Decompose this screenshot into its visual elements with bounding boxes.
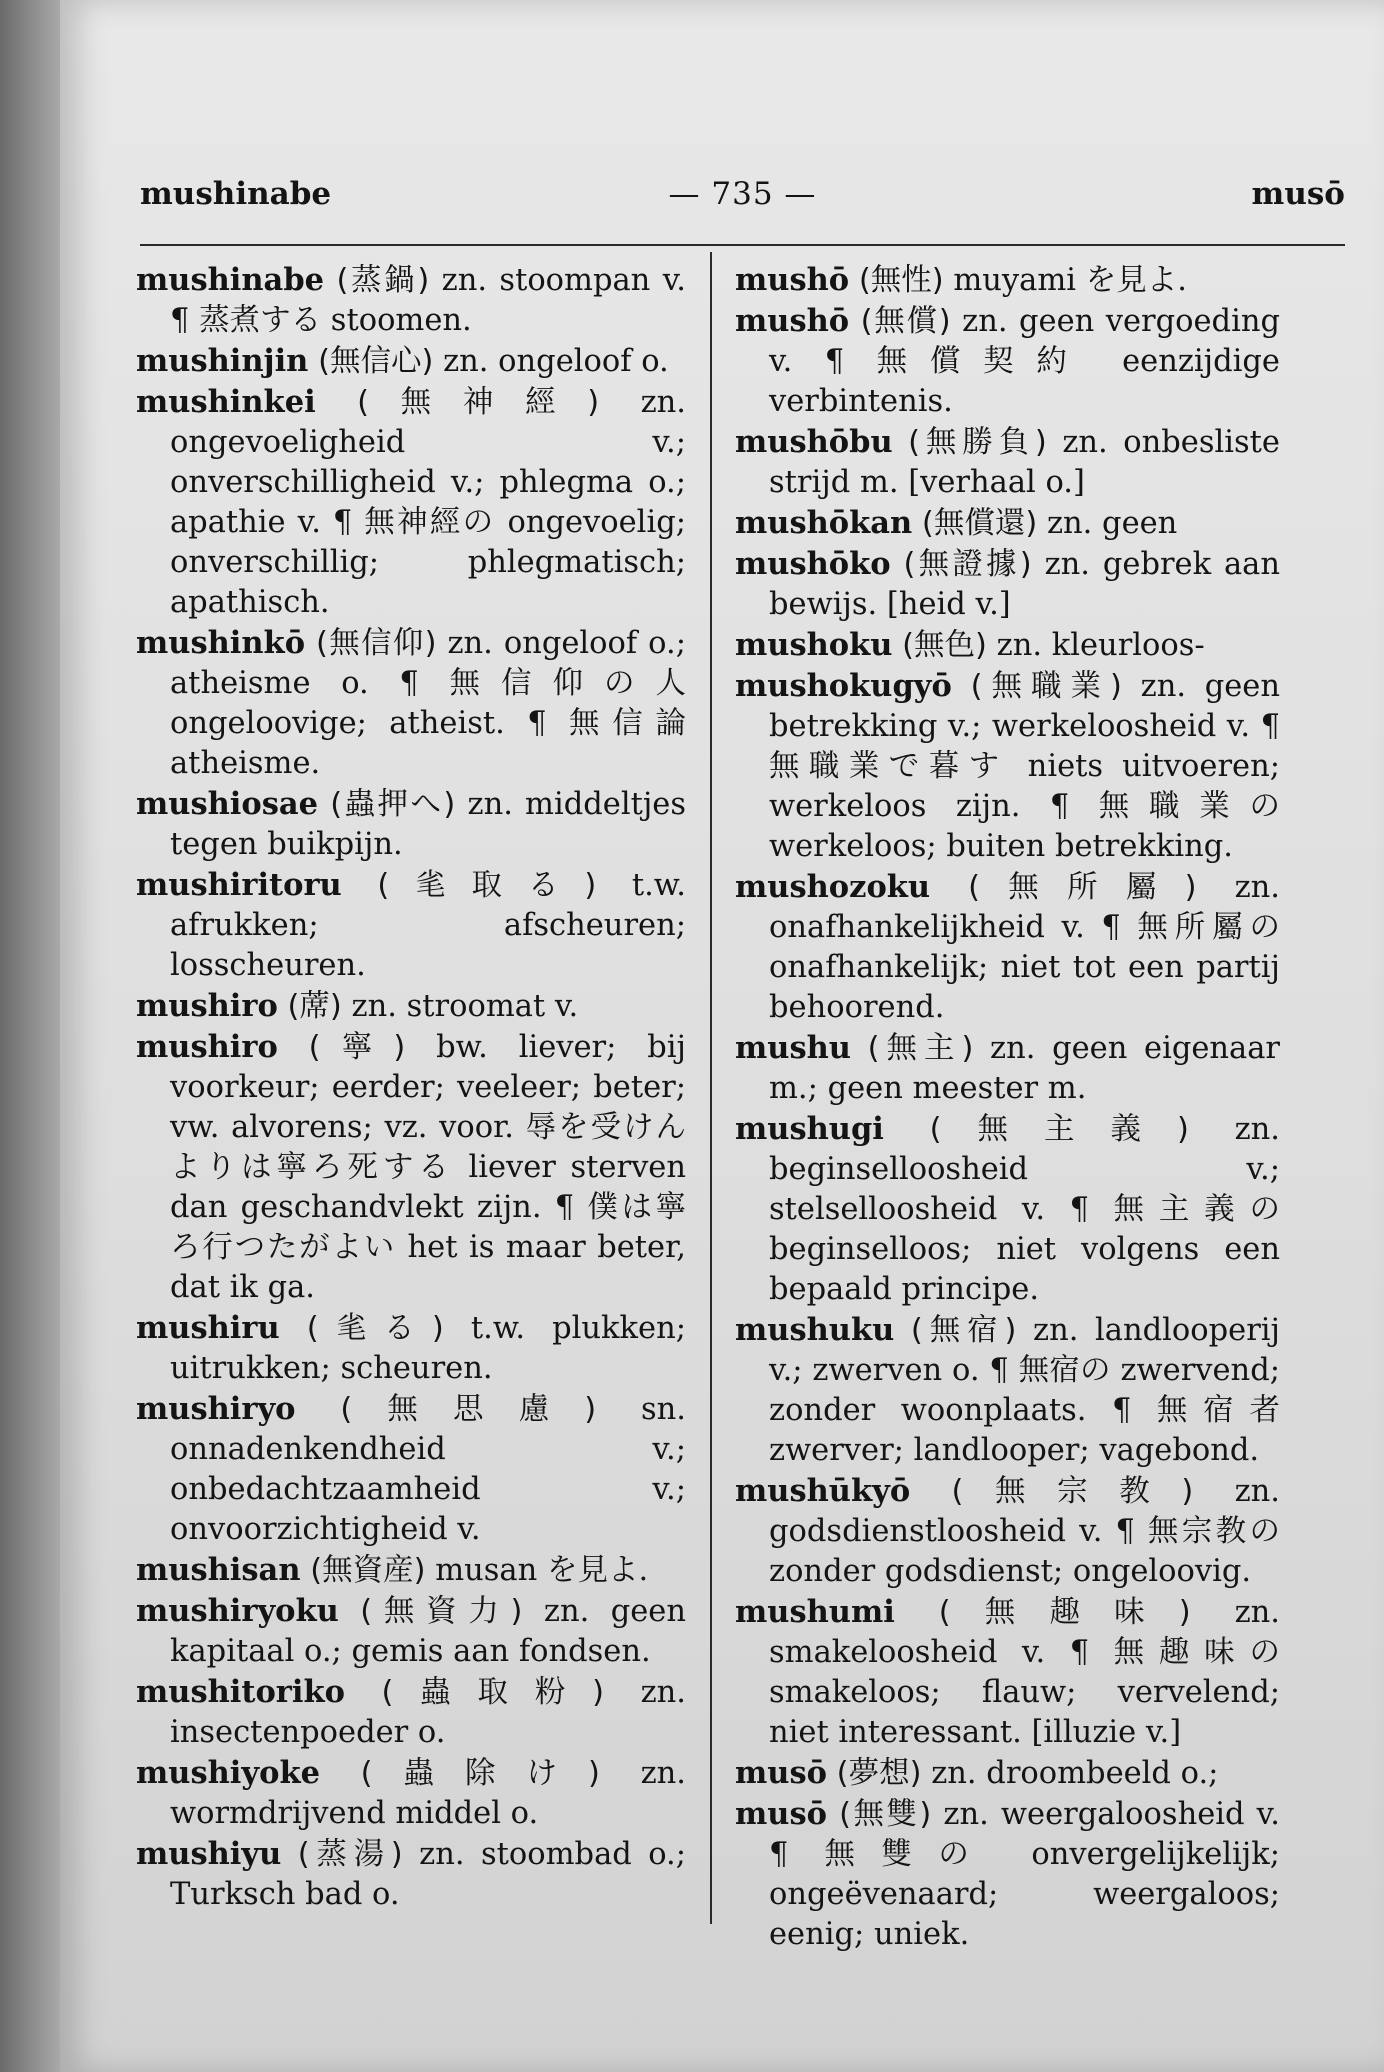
entry-kanji: (無思慮) (340, 1392, 597, 1427)
dictionary-entry (136, 1389, 686, 1550)
entry-definition: muyami を見よ. (953, 263, 1187, 298)
entry-kanji: (無宗教) (951, 1474, 1194, 1509)
entry-headword: mushōbu (735, 424, 893, 460)
entry-headword: mushinkei (136, 384, 316, 420)
dictionary-entry (735, 1028, 1280, 1109)
entry-kanji: (無證據) (903, 547, 1032, 582)
entry-headword: mushō (735, 303, 850, 339)
entry-definition: zn. wormdrijvend middel o. (170, 1756, 686, 1831)
entry-definition: zn. droombeeld o.; (931, 1756, 1219, 1791)
entry-kanji: (無資産) (310, 1553, 426, 1588)
entry-definition: zn. geen betrekking v.; werkeloosheid v. ¶ 無職業で暮す niets uitvoeren; werkeloos zijn. ¶ 無職業の werkeloos; buiten betrekking. (769, 669, 1281, 864)
dictionary-entry (735, 1794, 1280, 1955)
entry-headword: mushugi (735, 1111, 884, 1147)
entry-definition: zn. beginselloosheid v.; stelselloosheid v. ¶ 無主義の beginselloos; niet volgens een bepaald principe. (769, 1112, 1280, 1307)
entry-kanji: (無色) (902, 628, 987, 663)
dictionary-entry (735, 544, 1280, 625)
entry-headword: mushitoriko (136, 1674, 345, 1710)
entry-kanji: (無信仰) (316, 626, 437, 661)
entry-headword: mushiritoru (136, 867, 342, 903)
entry-kanji: (無資力) (360, 1594, 523, 1629)
entry-kanji: (無勝負) (908, 425, 1047, 460)
header-right-headword: musō (1251, 176, 1345, 212)
entry-headword: mushiyu (136, 1836, 282, 1872)
page-number: — 735 — (668, 176, 817, 212)
dictionary-entry (735, 1753, 1280, 1794)
dictionary-entry (136, 1308, 686, 1389)
entry-headword: mushiro (136, 1029, 278, 1065)
entry-definition: zn. geen (1046, 506, 1178, 541)
dictionary-entry (136, 1672, 686, 1753)
entry-definition: t.w. afrukken; afscheuren; losscheuren. (170, 868, 686, 983)
entry-kanji: (無償還) (921, 506, 1038, 541)
dictionary-entry (735, 625, 1280, 666)
entry-headword: mushōko (735, 546, 891, 582)
entry-kanji: (無償) (860, 304, 951, 339)
dictionary-entry (735, 867, 1280, 1028)
entry-kanji: (無神經) (357, 385, 600, 420)
entry-kanji: (蒸湯) (297, 1837, 403, 1872)
entry-definition: sn. onnadenkendheid v.; onbedachtzaamheid v.; onvoorzichtigheid v. (170, 1392, 686, 1547)
entry-definition: zn. onafhankelijkheid v. ¶ 無所屬の onafhankelijk; niet tot een partij behoorend. (769, 870, 1280, 1025)
entry-definition: zn. onbesliste strijd m. [verhaal o.] (769, 425, 1280, 500)
entry-headword: mushinabe (136, 262, 325, 298)
column-divider (710, 252, 712, 1924)
entry-kanji: (蓆) (287, 989, 342, 1024)
entry-kanji: (毟取る) (377, 868, 597, 903)
entry-headword: mushinjin (136, 343, 309, 379)
dictionary-entry (735, 666, 1280, 867)
entry-definition: zn. ongeloof o.; atheisme o. ¶ 無信仰の人 ongeloovige; atheist. ¶ 無信論 atheisme. (170, 626, 686, 781)
dictionary-entry (136, 1550, 686, 1591)
entry-definition: zn. middeltjes tegen buikpijn. (170, 787, 686, 862)
entry-kanji: (無所屬) (968, 870, 1197, 905)
entry-kanji: (無主義) (929, 1112, 1189, 1147)
dictionary-entry (735, 260, 1280, 301)
entry-headword: mushiryo (136, 1391, 296, 1427)
entry-definition: musan を見よ. (435, 1553, 649, 1588)
entry-definition: zn. stoompan v. ¶ 蒸煮する stoomen. (170, 263, 686, 338)
dictionary-entry (136, 1027, 686, 1308)
entry-definition: zn. geen eigenaar m.; geen meester m. (769, 1031, 1280, 1106)
entry-kanji: (無趣味) (938, 1595, 1191, 1630)
dictionary-page (60, 0, 1384, 2072)
dictionary-entry (735, 1471, 1280, 1592)
entry-kanji: (毟る) (306, 1311, 444, 1346)
dictionary-entry (136, 865, 686, 986)
entry-definition: zn. gebrek aan bewijs. [heid v.] (769, 547, 1280, 622)
entry-definition: zn. smakeloosheid v. ¶ 無趣味の smakeloos; flauw; vervelend; niet interessant. [illuzie v.] (769, 1595, 1280, 1750)
entry-headword: mushozoku (735, 869, 931, 905)
entry-kanji: (蟲押へ) (330, 787, 456, 822)
entry-definition: zn. ongeloof o. (443, 344, 669, 379)
entry-definition: zn. godsdienstloosheid v. ¶ 無宗教の zonder godsdienst; ongeloovig. (769, 1474, 1280, 1589)
entry-kanji: (蟲除け) (360, 1756, 600, 1791)
entry-headword: mushōkan (735, 505, 913, 541)
dictionary-entry (136, 1753, 686, 1834)
dictionary-entry (735, 1310, 1280, 1471)
dictionary-entry (735, 503, 1280, 544)
entry-headword: musō (735, 1796, 827, 1832)
entry-definition: zn. stroomat v. (351, 989, 579, 1024)
entry-definition: zn. weergaloosheid v. ¶ 無雙の onvergelijkelijk; ongeëvenaard; weergaloos; eenig; uniek. (769, 1797, 1280, 1952)
entry-headword: mushinkō (136, 625, 306, 661)
entry-definition: t.w. plukken; uitrukken; scheuren. (170, 1311, 686, 1386)
entry-headword: musō (735, 1755, 827, 1791)
entry-headword: mushō (735, 262, 850, 298)
book-spine-edge (0, 0, 60, 2072)
entry-kanji: (無主) (867, 1031, 974, 1066)
entry-kanji: (蒸鍋) (336, 263, 430, 298)
dictionary-entry (735, 422, 1280, 503)
dictionary-entry (136, 260, 686, 341)
left-column (136, 260, 686, 1915)
entry-kanji: (夢想) (836, 1756, 922, 1791)
entry-kanji: (無性) (858, 263, 944, 298)
entry-definition: zn. geen vergoeding v. ¶ 無償契約 eenzijdige verbintenis. (769, 304, 1281, 419)
entry-definition: zn. stoombad o.; Turksch bad o. (170, 1837, 686, 1912)
entry-headword: mushumi (735, 1594, 895, 1630)
dictionary-entry (735, 301, 1280, 422)
entry-kanji: (寧) (308, 1030, 406, 1065)
entry-headword: mushuku (735, 1312, 895, 1348)
entry-kanji: (蟲取粉) (381, 1675, 605, 1710)
entry-headword: mushiyoke (136, 1755, 320, 1791)
entry-headword: mushiryoku (136, 1593, 339, 1629)
dictionary-entry (136, 784, 686, 865)
entry-definition: zn. kleurloos- (996, 628, 1205, 663)
right-column (735, 260, 1280, 1955)
page-header (140, 176, 1345, 224)
entry-headword: mushūkyō (735, 1473, 911, 1509)
entry-definition: zn. landlooperij v.; zwerven o. ¶ 無宿の zwervend; zonder woonplaats. ¶ 無宿者 zwerver; landlooper; vagebond. (769, 1313, 1280, 1468)
header-left-headword: mushinabe (140, 176, 332, 212)
entry-headword: mushiosae (136, 786, 319, 822)
entry-headword: mushu (735, 1030, 851, 1066)
entry-definition: zn. ongevoeligheid v.; onverschilligheid v.; phlegma o.; apathie v. ¶ 無神經の ongevoelig; onverschillig; phlegmatisch; apathisch. (170, 385, 686, 620)
dictionary-entry (136, 623, 686, 784)
entry-kanji: (無職業) (970, 669, 1122, 704)
entry-headword: mushokugyō (735, 668, 952, 704)
entry-definition: bw. liever; bij voorkeur; eerder; veeleer; beter; vw. alvorens; vz. voor. 辱を受けんよりは寧ろ死する liever sterven dan geschandvlekt zijn. ¶ 僕は寧ろ行つたがよい het is maar beter, dat ik ga. (170, 1030, 686, 1305)
entry-definition: zn. insectenpoeder o. (170, 1675, 686, 1750)
dictionary-entry (735, 1109, 1280, 1310)
entry-headword: mushiru (136, 1310, 280, 1346)
dictionary-entry (136, 341, 686, 382)
dictionary-entry (136, 1834, 686, 1915)
header-rule (140, 244, 1345, 246)
entry-headword: mushoku (735, 627, 893, 663)
entry-kanji: (無雙) (839, 1797, 932, 1832)
dictionary-entry (136, 382, 686, 623)
entry-headword: mushisan (136, 1552, 301, 1588)
entry-kanji: (無信心) (318, 344, 434, 379)
entry-kanji: (無宿) (910, 1313, 1017, 1348)
dictionary-entry (136, 986, 686, 1027)
entry-headword: mushiro (136, 988, 278, 1024)
dictionary-entry (136, 1591, 686, 1672)
entry-definition: zn. geen kapitaal o.; gemis aan fondsen. (170, 1594, 686, 1669)
dictionary-entry (735, 1592, 1280, 1753)
